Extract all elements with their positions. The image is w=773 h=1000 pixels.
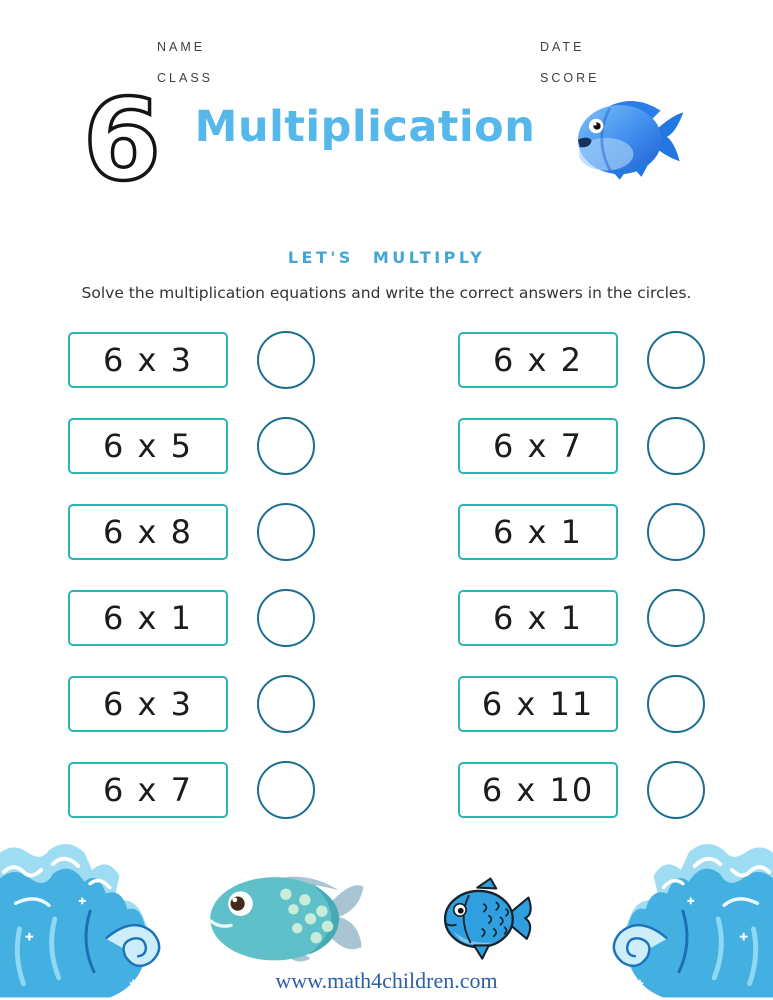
equation-box bbox=[458, 590, 618, 646]
equation-text: 6 x 8 bbox=[103, 512, 193, 551]
problem-row bbox=[68, 417, 315, 474]
equation-box bbox=[68, 504, 228, 560]
page-title: Multiplication bbox=[194, 102, 536, 152]
problem-row bbox=[458, 589, 705, 646]
name-field-label: NAME bbox=[157, 40, 206, 54]
answer-circle[interactable] bbox=[257, 675, 315, 733]
equation-text: 6 x 11 bbox=[481, 684, 595, 723]
teal-fish-icon bbox=[196, 862, 372, 972]
answer-circle[interactable] bbox=[647, 331, 705, 389]
problem-row bbox=[458, 675, 705, 732]
answer-circle[interactable] bbox=[647, 503, 705, 561]
score-field-label: SCORE bbox=[540, 71, 600, 85]
equation-text: 6 x 1 bbox=[103, 598, 193, 637]
date-field-label: DATE bbox=[540, 40, 585, 54]
answer-circle[interactable] bbox=[647, 675, 705, 733]
blue-cartoon-fish-icon bbox=[436, 872, 540, 970]
equation-text: 6 x 2 bbox=[493, 340, 583, 379]
equation-box bbox=[68, 332, 228, 388]
equation-box bbox=[458, 504, 618, 560]
equation-box bbox=[68, 762, 228, 818]
problem-row bbox=[458, 417, 705, 474]
problems-column-right bbox=[458, 331, 705, 847]
problem-row bbox=[68, 503, 315, 560]
equation-text: 6 x 7 bbox=[103, 770, 193, 809]
equation-box bbox=[458, 676, 618, 732]
equation-text: 6 x 7 bbox=[493, 426, 583, 465]
equation-text: 6 x 10 bbox=[481, 770, 595, 809]
equation-box bbox=[68, 418, 228, 474]
answer-circle[interactable] bbox=[647, 761, 705, 819]
equation-box bbox=[458, 762, 618, 818]
problem-row bbox=[68, 331, 315, 388]
equation-box bbox=[68, 590, 228, 646]
answer-circle[interactable] bbox=[647, 417, 705, 475]
problem-row bbox=[68, 589, 315, 646]
problem-row bbox=[68, 761, 315, 818]
website-url: www.math4children.com bbox=[275, 968, 498, 993]
answer-circle[interactable] bbox=[257, 417, 315, 475]
equation-box bbox=[458, 418, 618, 474]
problem-row bbox=[458, 331, 705, 388]
answer-circle[interactable] bbox=[257, 331, 315, 389]
problem-row bbox=[458, 503, 705, 560]
equation-box bbox=[68, 676, 228, 732]
answer-circle[interactable] bbox=[257, 761, 315, 819]
blue-fish-icon bbox=[568, 92, 686, 184]
footer-decoration-band bbox=[0, 840, 773, 1000]
problem-row bbox=[68, 675, 315, 732]
equation-box bbox=[458, 332, 618, 388]
problems-column-left bbox=[68, 331, 315, 847]
equation-text: 6 x 3 bbox=[103, 684, 193, 723]
equation-text: 6 x 5 bbox=[103, 426, 193, 465]
instructions-text: Solve the multiplication equations and write the correct answers in the circles. bbox=[81, 284, 692, 302]
problem-row bbox=[458, 761, 705, 818]
worksheet-number-text: 6 bbox=[83, 82, 161, 197]
class-field-label: CLASS bbox=[157, 71, 213, 85]
equation-text: 6 x 1 bbox=[493, 598, 583, 637]
answer-circle[interactable] bbox=[257, 503, 315, 561]
answer-circle[interactable] bbox=[647, 589, 705, 647]
section-heading: LET'S MULTIPLY bbox=[287, 248, 486, 267]
answer-circle[interactable] bbox=[257, 589, 315, 647]
equation-text: 6 x 1 bbox=[493, 512, 583, 551]
equation-text: 6 x 3 bbox=[103, 340, 193, 379]
